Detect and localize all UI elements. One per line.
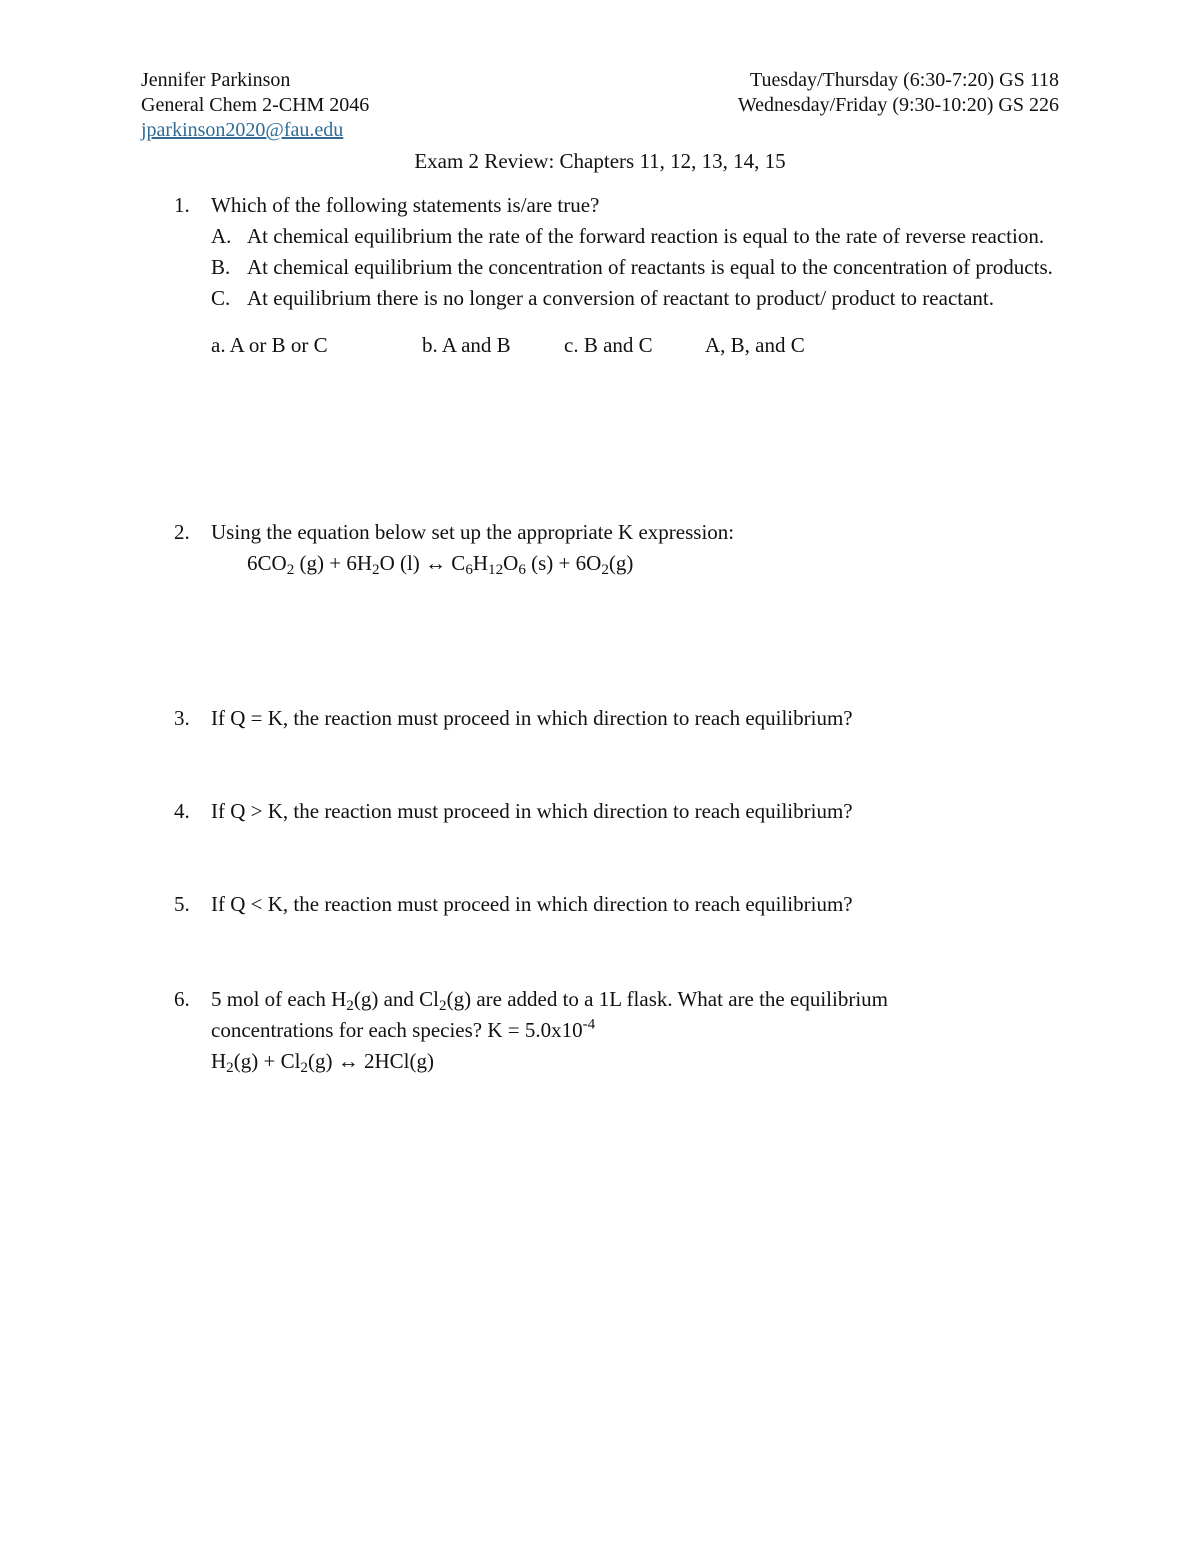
question-4 [174, 796, 1064, 827]
question-text-line-2: concentrations for each species? $K = 5.0x10^{-4}$ [211, 1016, 596, 1042]
option-a [211, 221, 1064, 252]
answer-choices [211, 330, 1064, 361]
document-title: Exam 2 Review: Chapters 11, 12, 13, 14, 15 [414, 149, 786, 173]
option-letter: B. [211, 255, 231, 279]
question-number: 1. [174, 193, 190, 217]
question-text: Which of the following statements is/are true? [211, 193, 600, 217]
option-letter: C. [211, 286, 231, 310]
answer-choice-c: c. B and C [564, 333, 653, 357]
question-text: If Q < K, the reaction must proceed in which direction to reach equilibrium? [211, 892, 853, 916]
schedule-line-2: Wednesday/Friday (9:30-10:20) GS 226 [737, 94, 1059, 116]
question-number: 3. [174, 706, 190, 730]
answer-choice-b: b. A and B [422, 333, 511, 357]
option-text: At chemical equilibrium the rate of the forward reaction is equal to the rate of reverse reaction. [247, 224, 1045, 248]
header-left [141, 68, 369, 143]
email-link[interactable]: jparkinson2020@fau.edu [141, 119, 344, 141]
question-text: If Q > K, the reaction must proceed in which direction to reach equilibrium? [211, 799, 853, 823]
course-name: General Chem 2-CHM 2046 [141, 94, 370, 116]
question-5 [174, 889, 1064, 920]
answer-choice-a: a. A or B or C [211, 333, 328, 357]
chemical-equation: $H_2(g) + Cl_2(g)$ ↔ 2HCl(g) [211, 1049, 434, 1076]
option-letter: A. [211, 224, 232, 248]
chemical-equation: $6CO_2$ $(g) + 6H_2O$ (l) ↔ $C_6H_{12}O_6$ $(s) + 6O_2(g)$ [247, 551, 634, 578]
question-text-line-1: 5 mol of each $H_2(g)$ and $Cl_2(g)$ are added to a 1L flask. What are the equilibrium [211, 987, 888, 1014]
option-text: At equilibrium there is no longer a conversion of reactant to product/ product to reactant. [247, 286, 995, 310]
question-1 [174, 190, 1064, 361]
question-number: 4. [174, 799, 190, 823]
option-c [211, 283, 1064, 314]
question-number: 5. [174, 892, 190, 916]
option-text: At chemical equilibrium the concentration of reactants is equal to the concentration of products. [247, 255, 1053, 279]
option-b [211, 252, 1064, 283]
question-number: 6. [174, 987, 190, 1011]
question-text: If Q = K, the reaction must proceed in which direction to reach equilibrium? [211, 706, 853, 730]
header-right [738, 68, 1059, 118]
answer-choice-d: A, B, and C [705, 333, 805, 357]
instructor-name: Jennifer Parkinson [141, 69, 291, 91]
question-number: 2. [174, 520, 190, 544]
question-text: Using the equation below set up the appropriate K expression: [211, 520, 735, 544]
schedule-line-1: Tuesday/Thursday (6:30-7:20) GS 118 [749, 69, 1059, 91]
question-6 [174, 984, 1064, 1077]
question-2 [174, 517, 1064, 579]
question-3 [174, 703, 1064, 734]
